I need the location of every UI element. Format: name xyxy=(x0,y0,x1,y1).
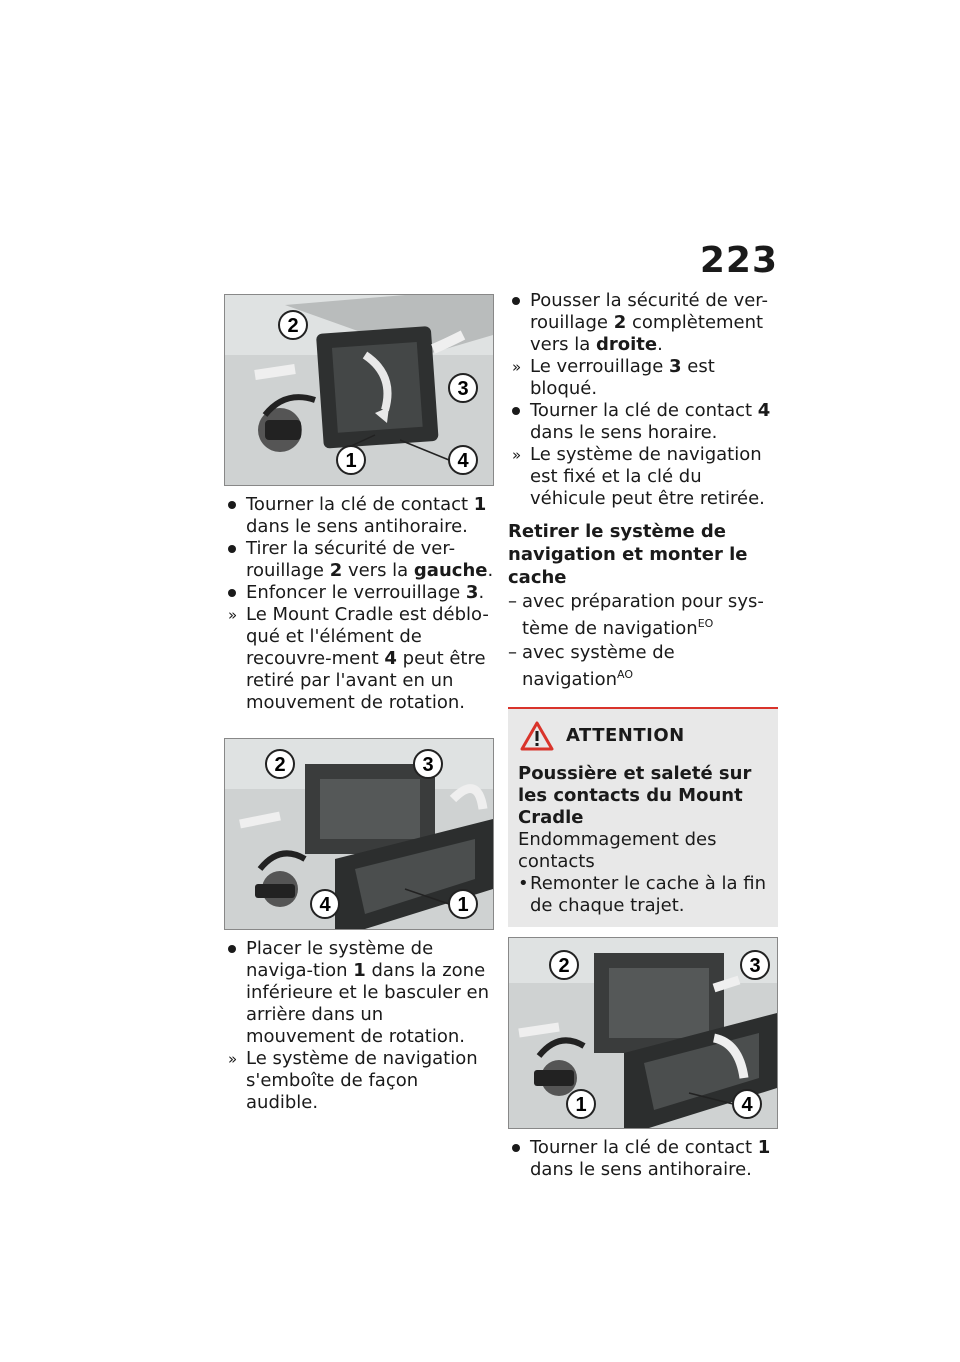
figure-1-callout-4: 4 xyxy=(457,450,469,472)
step-place-navigator: Placer le système de naviga-tion 1 dans la zone inférieure et le basculer en arrière dans un mouvement de rotation. xyxy=(224,938,494,1048)
figure-2-callout-3: 3 xyxy=(422,754,434,776)
figure-1-callout-3: 3 xyxy=(457,378,469,400)
section-heading: Retirer le système de navigation et monter le cache xyxy=(508,521,748,588)
figure-3-callout-3: 3 xyxy=(749,955,761,977)
condition-ao: – avec système de navigation$^{AO}$ xyxy=(508,642,675,690)
figure-2-callout-4: 4 xyxy=(319,894,331,916)
step-pull-lock-left: Tirer la sécurité de ver-rouillage 2 vers la gauche. xyxy=(224,538,494,582)
result-cradle-unlocked: » Le Mount Cradle est déblo-qué et l'élément de recouvre-ment 4 peut être retiré par l'avant en un mouvement de rotation. xyxy=(228,604,489,713)
warning-consequence: Endommagement des contacts xyxy=(518,829,717,872)
steps-list-2 xyxy=(224,938,494,1114)
step-turn-key-ccw-2: Tourner la clé de contact 1 dans le sens antihoraire. xyxy=(508,1137,778,1181)
step-turn-key-cw: Tourner la clé de contact 4 dans le sens horaire. xyxy=(508,400,778,444)
warning-headline: Poussière et saleté sur les contacts du Mount Cradle xyxy=(518,763,752,828)
figure-remove-navigator xyxy=(508,937,778,1129)
figure-1-callout-1: 1 xyxy=(345,450,357,472)
result-lock-blocked: » Le verrouillage 3 est bloqué. xyxy=(512,356,715,399)
figure-3-callout-2: 2 xyxy=(558,955,570,977)
figure-3-illustration xyxy=(509,938,777,1128)
figure-3-callout-1: 1 xyxy=(575,1094,587,1116)
right-column xyxy=(508,290,778,1181)
figure-2-illustration xyxy=(225,739,493,929)
warning-title: ATTENTION xyxy=(566,725,685,746)
result-navigator-fixed: » Le système de navigation est fixé et la clé du véhicule peut être retirée. xyxy=(512,444,765,509)
figure-3-callout-4: 4 xyxy=(741,1094,753,1116)
steps-list-4 xyxy=(508,1137,778,1181)
page-number: 223 xyxy=(699,240,778,281)
figure-1-illustration xyxy=(225,295,493,485)
warning-title-row xyxy=(520,721,768,751)
figure-1-callout-2: 2 xyxy=(287,315,299,337)
left-column xyxy=(224,294,494,1114)
figure-2-callout-2: 2 xyxy=(274,754,286,776)
step-turn-key-ccw: Tourner la clé de contact 1 dans le sens antihoraire. xyxy=(224,494,494,538)
condition-eo: – avec préparation pour sys-tème de navigation$^{EO}$ xyxy=(508,591,764,639)
figure-place-navigator xyxy=(224,738,494,930)
steps-list-3 xyxy=(508,290,778,510)
figure-unlock-cradle xyxy=(224,294,494,486)
result-navigator-clicks: » Le système de navigation s'emboîte de façon audible. xyxy=(228,1048,478,1113)
steps-list-1 xyxy=(224,494,494,714)
warning-box xyxy=(508,707,778,927)
warning-triangle-icon xyxy=(520,721,554,751)
figure-2-callout-1: 1 xyxy=(457,894,469,916)
step-press-lock: Enfoncer le verrouillage 3. xyxy=(224,582,494,604)
step-push-lock-right: Pousser la sécurité de ver-rouillage 2 complètement vers la droite. xyxy=(508,290,778,356)
warning-measure: • Remonter le cache à la fin de chaque trajet. xyxy=(518,873,767,916)
